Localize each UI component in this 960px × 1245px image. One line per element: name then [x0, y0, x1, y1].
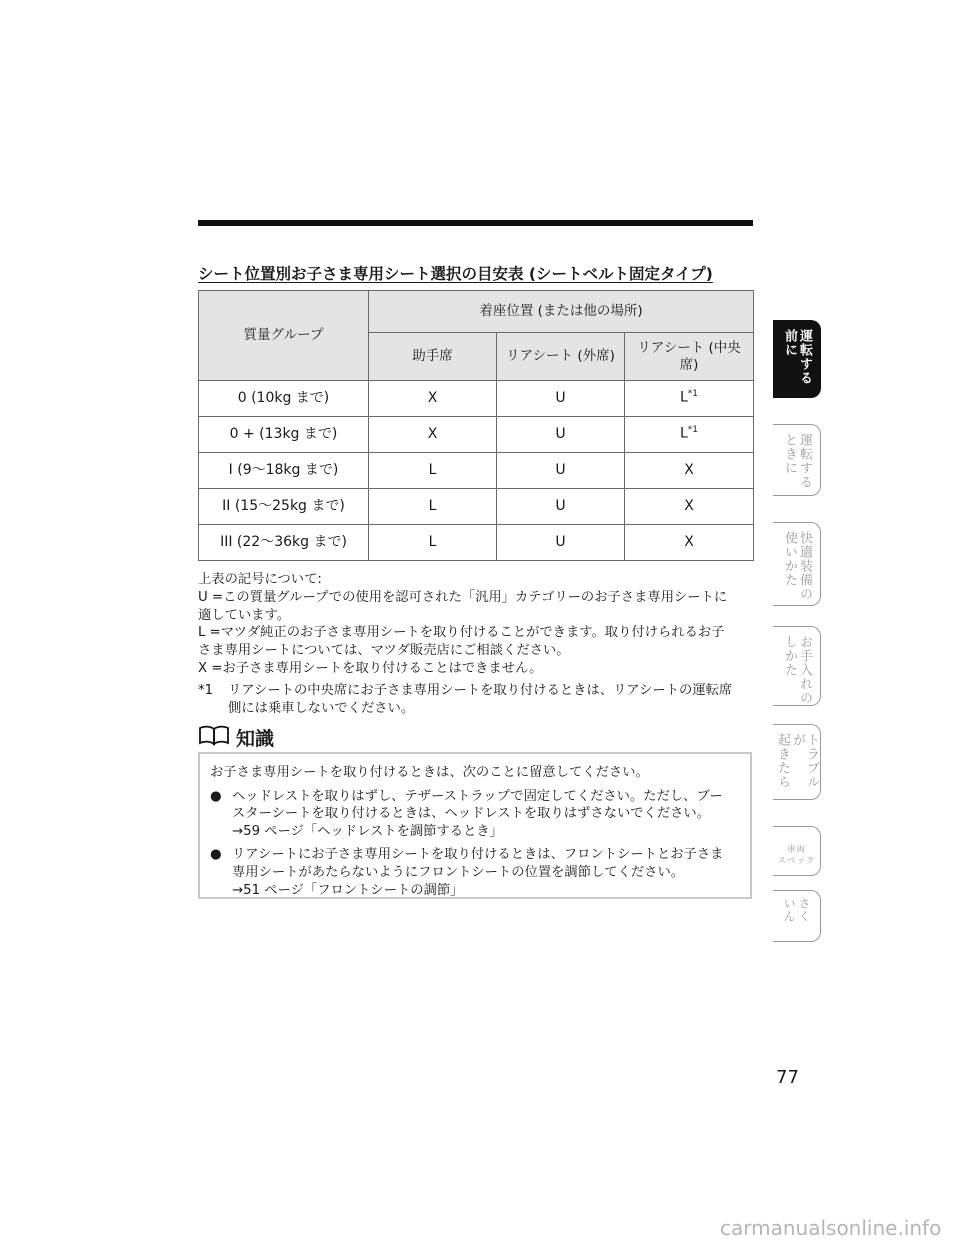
mass-group-cell: 0 (10kg まで) — [199, 381, 369, 417]
table-row — [199, 453, 754, 489]
list-item-line: リアシートにお子さま専用シートを取り付けるときは、フロントシートとお子さま — [232, 847, 724, 863]
legend-l-line: L =マツダ純正のお子さま専用シートを取り付けることができます。取り付けられるお子 — [198, 625, 725, 641]
rear-center-value: L — [679, 390, 688, 407]
footnote-mark: *1 — [687, 389, 699, 400]
col-rear-outer-header: リアシート (外席) — [497, 333, 625, 381]
footnote — [198, 682, 758, 718]
footnote-body — [228, 682, 732, 718]
legend-intro: 上表の記号について: — [198, 572, 322, 587]
rear-outer-cell: U — [497, 525, 625, 561]
col-rear-center-header: リアシート (中央席) — [625, 333, 754, 381]
table-row — [199, 489, 754, 525]
tab-comfort-equipment[interactable]: 快適装備の 使いかた — [773, 522, 821, 606]
list-item-line: ヘッドレストを取りはずし、テザーストラップで固定してください。ただし、ブー — [232, 788, 723, 804]
bullet-icon: ● — [210, 788, 222, 804]
list-item-body — [232, 788, 723, 841]
passenger-cell: L — [369, 489, 497, 525]
top-rule — [198, 220, 753, 226]
list-item — [210, 846, 750, 899]
legend-l-line: さま専用シートについては、マツダ販売店にご相談ください。 — [198, 643, 570, 659]
tab-while-driving[interactable]: 運転する ときに — [773, 424, 821, 496]
rear-outer-cell: U — [497, 489, 625, 525]
rear-center-cell: X — [625, 489, 754, 525]
footnote-mark: *1 — [687, 425, 699, 436]
tab-index[interactable]: さく いん — [773, 890, 821, 942]
footnote-line: 側には乗車しないでください。 — [228, 700, 415, 716]
legend-u-line: U =この質量グループでの使用を認可された「汎用」カテゴリーのお子さま専用シートに — [198, 589, 728, 605]
mass-group-cell: 0 + (13kg まで) — [199, 417, 369, 453]
mass-group-cell: I (9〜18kg まで) — [199, 453, 369, 489]
rear-center-cell — [625, 417, 754, 453]
knowledge-header — [198, 723, 274, 751]
passenger-cell: X — [369, 417, 497, 453]
table-row — [199, 381, 754, 417]
mass-group-cell: III (22〜36kg まで) — [199, 525, 369, 561]
seat-selection-table — [198, 290, 754, 561]
knowledge-title: 知識 — [236, 727, 275, 750]
list-item-body — [232, 846, 723, 899]
table-row — [199, 525, 754, 561]
legend-x-line: X =お子さま専用シートを取り付けることはできません。 — [198, 660, 543, 676]
tab-troubleshooting[interactable]: トラブルが 起きたら — [773, 724, 821, 800]
passenger-cell: L — [369, 525, 497, 561]
watermark: carmanualsonline.info — [720, 1216, 942, 1240]
col-passenger-header: 助手席 — [369, 333, 497, 381]
symbol-legend — [198, 571, 758, 717]
passenger-cell: X — [369, 381, 497, 417]
page-number: 77 — [776, 1067, 799, 1088]
rear-center-cell: X — [625, 453, 754, 489]
mass-group-header: 質量グループ — [199, 291, 369, 381]
rear-outer-cell: U — [497, 417, 625, 453]
bullet-icon: ● — [210, 847, 222, 863]
rear-outer-cell: U — [497, 381, 625, 417]
tab-before-driving[interactable]: 運転する 前に — [773, 320, 821, 398]
list-item-line: 専用シートがあたらないようにフロントシートの位置を調節してください。 — [232, 864, 685, 880]
section-title: シート位置別お子さま専用シート選択の目安表 (シートベルト固定タイプ) — [198, 265, 713, 283]
rear-center-cell — [625, 381, 754, 417]
footnote-line: リアシートの中央席にお子さま専用シートを取り付けるときは、リアシートの運転席 — [228, 682, 733, 698]
seat-position-header: 着座位置 (または他の場所) — [369, 291, 754, 333]
tab-maintenance[interactable]: お手入れの しかた — [773, 626, 821, 706]
footnote-mark: *1 — [198, 682, 214, 698]
passenger-cell: L — [369, 453, 497, 489]
page-reference: →59 ページ「ヘッドレストを調節するとき」 — [232, 823, 503, 839]
mass-group-cell: II (15〜25kg まで) — [199, 489, 369, 525]
knowledge-box — [198, 752, 752, 899]
page-reference: →51 ページ「フロントシートの調節」 — [232, 882, 464, 898]
list-item-line: スターシートを取り付けるときは、ヘッドレストを取りはずさないでください。 — [232, 806, 711, 822]
rear-center-value: L — [679, 426, 688, 443]
list-item — [210, 788, 750, 841]
legend-u-line: 適しています。 — [198, 607, 291, 623]
knowledge-lead: お子さま専用シートを取り付けるときは、次のことに留意してください。 — [210, 765, 649, 780]
tab-specifications[interactable]: 車両 スペック — [773, 826, 821, 876]
rear-outer-cell: U — [497, 453, 625, 489]
open-book-icon — [198, 724, 230, 750]
table-row — [199, 417, 754, 453]
rear-center-cell: X — [625, 525, 754, 561]
